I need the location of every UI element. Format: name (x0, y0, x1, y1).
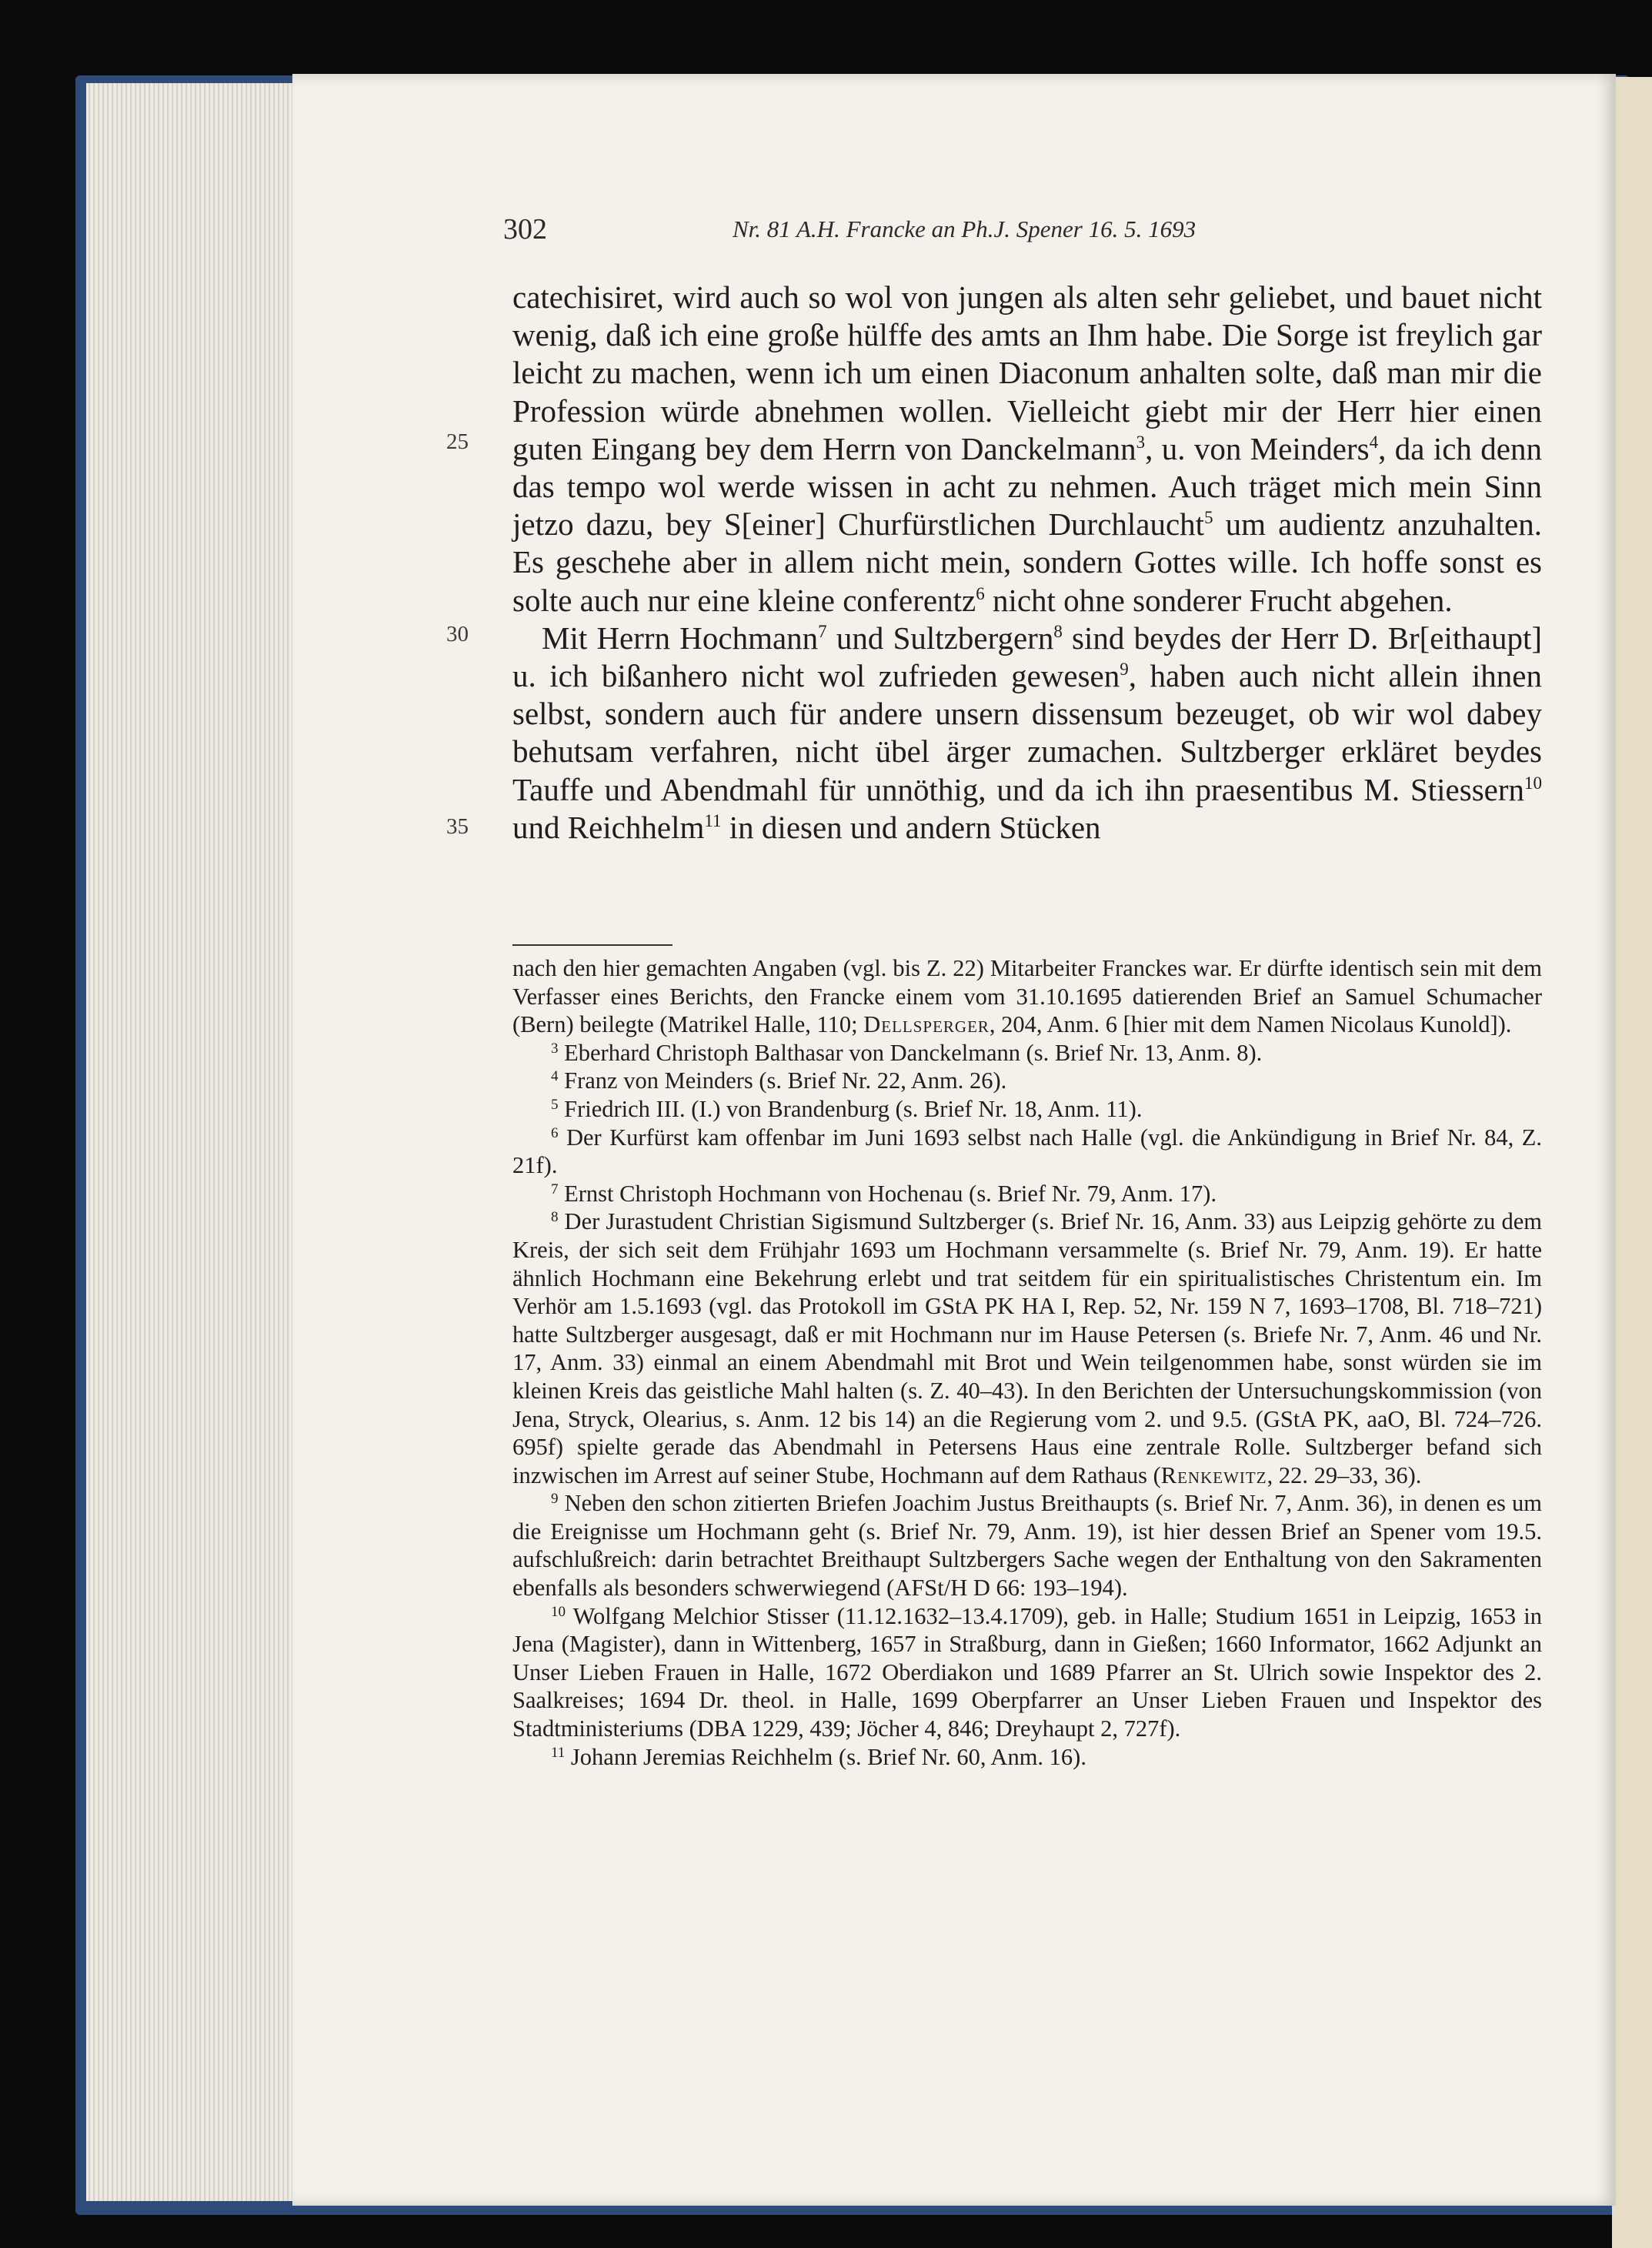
paragraph-1: catechisiret, wird auch so wol von jungen als alten sehr geliebet, und bauet nicht wenig, daß ich eine große hülffe des amts an Ihm habe. Die Sorge ist freylich gar leicht zu machen, wenn ich um einen Diaconum anhalten solte, daß man mir die Profession würde abnehmen wollen. Vielleicht giebt mir der Herr hier einen guten Eingang bey dem Herrn von Danckelmann$^3$, u. von Meinders$^4$, da ich denn das tempo wol werde wissen in acht zu nehmen. Auch träget mich mein Sinn jetzo dazu, bey S[einer] Churfürstlichen Durchlaucht$^5$ um audientz anzuhalten. Es geschehe aber in allem nicht mein, sondern Gottes wille. Ich hoffe sonst es solte auch nur eine kleine conferentz$^6$ nicht ohne sonderer Frucht abgehen. (512, 279, 1542, 618)
line-number-25: 25 (446, 429, 469, 454)
footnote-rule (512, 944, 672, 946)
page-edges (86, 83, 317, 2201)
footnote-11: $^{11}$ Johann Jeremias Reichhelm (s. Brief Nr. 60, Anm. 16). (551, 1743, 1086, 1770)
line-number-35: 35 (446, 814, 469, 839)
footnote-3: $^3$ Eberhard Christoph Balthasar von Danckelmann (s. Brief Nr. 13, Anm. 8). (551, 1039, 1263, 1066)
footnote-7: $^7$ Ernst Christoph Hochmann von Hochenau (s. Brief Nr. 79, Anm. 17). (551, 1180, 1217, 1207)
running-title: Nr. 81 A.H. Francke an Ph.J. Spener 16. 5. 1693 (733, 215, 1196, 242)
footnote-4: $^4$ Franz von Meinders (s. Brief Nr. 22, Anm. 26). (551, 1067, 1007, 1094)
main-text (512, 279, 1542, 847)
page-header (503, 212, 1557, 251)
footnote-9: $^9$ Neben den schon zitierten Briefen Joachim Justus Breithaupts (s. Brief Nr. 7, Anm. 36), in denen es um die Ereignisse um Hochmann geht (s. Brief Nr. 79, Anm. 19), ist hier dessen Brief an Spener vom 19.5. aufschlußreich: darin betrachtet Breithaupt Sultzbergers Sache wegen der Enthaltung von den Sakramenten ebenfalls als besonders schwerwiegend (AFSt/H D 66: 193–194). (512, 1490, 1542, 1602)
footnote-5: $^5$ Friedrich III. (I.) von Brandenburg (s. Brief Nr. 18, Anm. 11). (551, 1095, 1143, 1122)
line-number-30: 30 (446, 622, 469, 646)
page-number: 302 (503, 213, 547, 246)
facing-page-edge (1612, 77, 1652, 2248)
footnotes (512, 954, 1542, 1771)
footnote-8: $^8$ Der Jurastudent Christian Sigismund Sultzberger (s. Brief Nr. 16, Anm. 33) aus Leipzig gehörte zu dem Kreis, der sich seit dem Frühjahr 1693 um Hochmann versammelte (s. Brief Nr. 79, Anm. 19). Er hatte ähnlich Hochmann eine Bekehrung erlebt und trat seitdem für ein spiritualistisches Christentum ein. Im Verhör am 1.5.1693 (vgl. das Protokoll im GStA PK HA I, Rep. 52, Nr. 159 N 7, 1693–1708, Bl. 718–721) hatte Sultzberger ausgesagt, daß er mit Hochmann nur im Hause Petersen (s. Briefe Nr. 7, Anm. 46 und Nr. 17, Anm. 33) einmal an einem Abendmahl mit Brot und Wein teilgenommen habe, sonst würden sie im kleinen Kreis das geistliche Mahl halten (s. Z. 40–43). In den Berichten der Untersuchungskommission (von Jena, Stryck, Olearius, s. Anm. 12 bis 14) an die Regierung vom 2. und 9.5. (GStA PK, aaO, Bl. 724–726. 695f) spielte gerade das Abendmahl in Petersens Haus eine zentrale Rolle. Sultzberger befand sich inzwischen im Arrest auf seiner Stube, Hochmann auf dem Rathaus (Renkewitz, 22. 29–33, 36). (512, 1208, 1542, 1488)
footnote-10: $^{10}$ Wolfgang Melchior Stisser (11.12.1632–13.4.1709), geb. in Halle; Studium 1651 in Leipzig, 1653 in Jena (Magister), dann in Wittenberg, 1657 in Straßburg, dann in Gießen; 1660 Informator, 1662 Adjunkt an Unser Lieben Frauen in Halle, 1672 Oberdiakon und 1689 Pfarrer an St. Ulrich sowie Inspektor des 2. Saalkreises; 1694 Dr. theol. in Halle, 1699 Oberpfarrer an Unser Lieben Frauen und Inspektor des Stadtministeriums (DBA 1229, 439; Jöcher 4, 846; Dreyhaupt 2, 727f). (512, 1602, 1542, 1742)
footnote-6: $^6$ Der Kurfürst kam offenbar im Juni 1693 selbst nach Halle (vgl. die Ankündigung in Brief Nr. 84, Z. 21f). (512, 1124, 1542, 1179)
paragraph-2: Mit Herrn Hochmann$^7$ und Sultzbergern$^8$ sind beydes der Herr D. Br[eithaupt] u. ich bißanhero nicht wol zufrieden gewesen$^9$, haben auch nicht allein ihnen selbst, sondern auch für andere unsern dissensum bezeuget, ob wir wol dabey behutsam verfahren, nicht übel ärger zumachen. Sultzberger erkläret beydes Tauffe und Abendmahl für unnöthig, und da ich ihn praesentibus M. Stiessern$^{10}$ und Reichhelm$^{11}$ in diesen und andern Stücken (512, 620, 1542, 845)
footnote-continuation: nach den hier gemachten Angaben (vgl. bis Z. 22) Mitarbeiter Franckes war. Er dürfte identisch sein mit dem Verfasser eines Berichts, den Francke einem vom 31.10.1695 datierenden Brief an Samuel Schumacher (Bern) beilegte (Matrikel Halle, 110; Dellsperger, 204, Anm. 6 [hier mit dem Namen Nicolaus Kunold]). (512, 955, 1542, 1038)
